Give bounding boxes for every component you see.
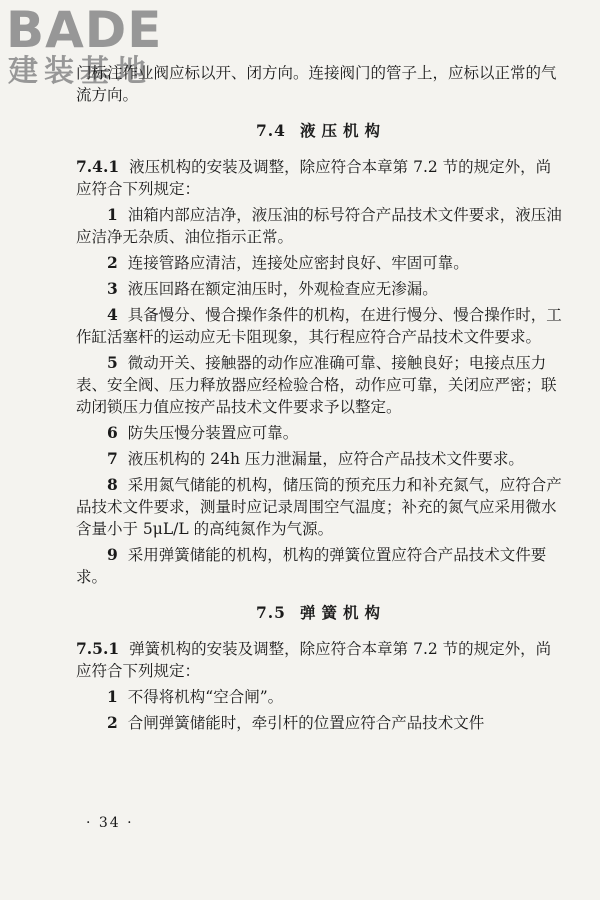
item-text: 采用弹簧储能的机构，机构的弹簧位置应符合产品技术文件要求。 xyxy=(76,546,547,586)
section-number: 7.5 xyxy=(256,603,286,622)
list-item xyxy=(76,278,566,300)
item-text: 液压机构的 24h 压力泄漏量，应符合产品技术文件要求。 xyxy=(127,450,524,468)
clause-7-4-1 xyxy=(76,156,566,200)
section-title: 液压机构 xyxy=(299,121,386,140)
item-number: 3 xyxy=(107,279,118,298)
section-heading-7-4 xyxy=(76,120,566,142)
document-body xyxy=(76,62,566,734)
item-text: 连接管路应清洁，连接处应密封良好、牢固可靠。 xyxy=(127,254,469,272)
section-title: 弹簧机构 xyxy=(299,603,386,622)
page-number: · 34 · xyxy=(86,815,134,831)
item-text: 合闸弹簧储能时，牵引杆的位置应符合产品技术文件 xyxy=(127,714,485,732)
list-item xyxy=(76,686,566,708)
clause-number: 7.5.1 xyxy=(76,639,120,658)
item-text: 采用氮气储能的机构，储压筒的预充压力和补充氮气，应符合产品技术文件要求，测量时应记录周围空气温度；补充的氮气应采用微水含量小于 5μL/L 的高纯氮作为气源。 xyxy=(76,476,562,538)
item-number: 5 xyxy=(107,353,118,372)
opening-paragraph: 门标注作业阀应标以开、闭方向。连接阀门的管子上，应标以正常的气流方向。 xyxy=(76,64,557,104)
item-text: 不得将机构“空合闸”。 xyxy=(127,688,284,706)
item-text: 防失压慢分装置应可靠。 xyxy=(127,424,299,442)
item-number: 2 xyxy=(107,713,118,732)
list-item xyxy=(76,204,566,248)
item-text: 具备慢分、慢合操作条件的机构，在进行慢分、慢合操作时，工作缸活塞杆的运动应无卡阻现象，其行程应符合产品技术文件要求。 xyxy=(76,306,562,346)
item-number: 4 xyxy=(107,305,118,324)
item-number: 1 xyxy=(107,205,118,224)
item-text: 油箱内部应洁净，液压油的标号符合产品技术文件要求，液压油应洁净无杂质、油位指示正常。 xyxy=(76,206,562,246)
list-item xyxy=(76,252,566,274)
list-item xyxy=(76,352,566,418)
item-number: 6 xyxy=(107,423,118,442)
section-heading-7-5 xyxy=(76,602,566,624)
list-item xyxy=(76,474,566,540)
clause-7-5-1 xyxy=(76,638,566,682)
list-item xyxy=(76,544,566,588)
list-item xyxy=(76,712,566,734)
clause-text: 液压机构的安装及调整，除应符合本章第 7.2 节的规定外，尚应符合下列规定： xyxy=(76,158,552,198)
item-text: 液压回路在额定油压时，外观检查应无渗漏。 xyxy=(127,280,438,298)
list-item xyxy=(76,304,566,348)
item-number: 9 xyxy=(107,545,118,564)
clause-text: 弹簧机构的安装及调整，除应符合本章第 7.2 节的规定外，尚应符合下列规定： xyxy=(76,640,552,680)
item-text: 微动开关、接触器的动作应准确可靠、接触良好；电接点压力表、安全阀、压力释放器应经检验合格，动作应可靠，关闭应严密；联动闭锁压力值应按产品技术文件要求予以整定。 xyxy=(76,354,557,416)
list-item xyxy=(76,422,566,444)
section-number: 7.4 xyxy=(256,121,286,140)
watermark-logo-text: BADE xyxy=(6,1,163,59)
list-item xyxy=(76,448,566,470)
item-number: 1 xyxy=(107,687,118,706)
item-number: 7 xyxy=(107,449,118,468)
clause-number: 7.4.1 xyxy=(76,157,120,176)
watermark-subtitle: 建装基地 xyxy=(8,54,152,89)
item-number: 8 xyxy=(107,475,118,494)
item-number: 2 xyxy=(107,253,118,272)
